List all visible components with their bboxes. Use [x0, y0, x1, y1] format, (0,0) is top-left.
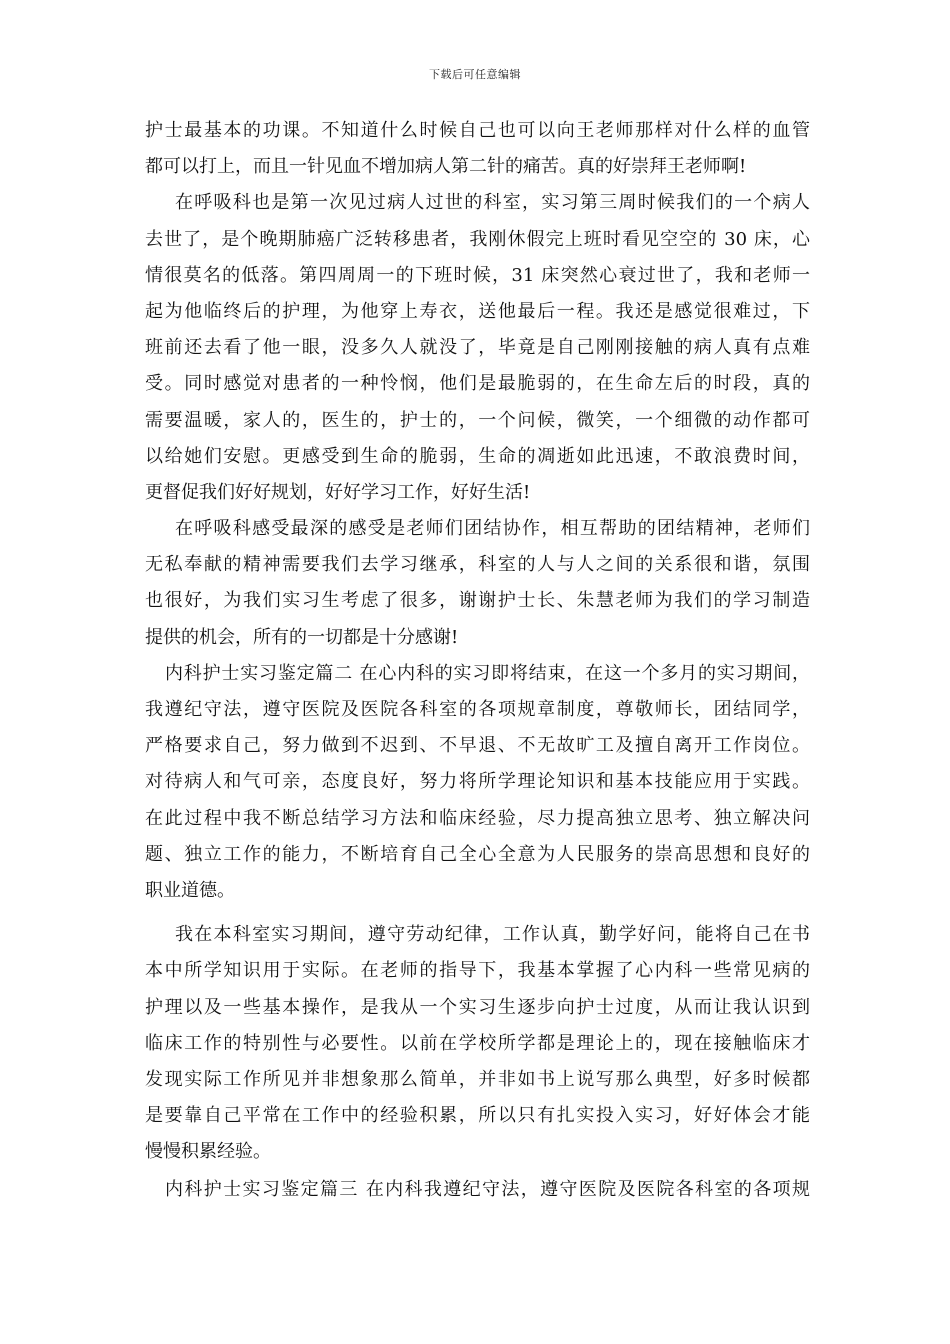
text-line: 也很好，为我们实习生考虑了很多，谢谢护士长、朱慧老师为我们的学习制造: [145, 590, 810, 612]
text-line: 临床工作的特别性与必要性。以前在学校所学都是理论上的，现在接触临床才: [145, 1032, 810, 1054]
document-body: [145, 113, 810, 1209]
text-line: 本中所学知识用于实际。在老师的指导下，我基本掌握了心内科一些常见病的: [145, 960, 810, 982]
text-line: 需要温暖，家人的，医生的，护士的，一个问候，微笑，一个细微的动作都可: [145, 409, 810, 431]
section-heading-line: 内科护士实习鉴定篇二 在心内科的实习即将结束，在这一个多月的实习期间，: [165, 662, 810, 684]
text-line: 去世了，是个晚期肺癌广泛转移患者，我刚休假完上班时看见空空的 30 床，心: [145, 228, 810, 250]
page-header: 下载后可任意编辑: [429, 68, 521, 81]
section-heading-line: 内科护士实习鉴定篇三 在内科我遵纪守法，遵守医院及医院各科室的各项规: [165, 1179, 810, 1201]
text-line: 起为他临终后的护理，为他穿上寿衣，送他最后一程。我还是感觉很难过，下: [145, 300, 810, 322]
text-line: 对待病人和气可亲，态度良好，努力将所学理论知识和基本技能应用于实践。: [145, 771, 810, 793]
text-line: 班前还去看了他一眼，没多久人就没了，毕竟是自己刚刚接触的病人真有点难: [145, 337, 810, 359]
text-line: 提供的机会，所有的一切都是十分感谢!: [145, 626, 459, 648]
text-line: 题、独立工作的能力，不断培育自己全心全意为人民服务的崇高思想和良好的: [145, 843, 810, 865]
text-line: 护士最基本的功课。不知道什么时候自己也可以向王老师那样对什么样的血管: [145, 120, 810, 141]
text-line: 严格要求自己，努力做到不迟到、不早退、不无故旷工及擅自离开工作岗位。: [145, 735, 810, 757]
text-line: 情很莫名的低落。第四周周一的下班时候，31 床突然心衰过世了，我和老师一: [145, 264, 810, 286]
text-line: 慢慢积累经验。: [145, 1141, 271, 1163]
text-line: 更督促我们好好规划，好好学习工作，好好生活!: [145, 481, 531, 503]
text-line: 发现实际工作所见并非想象那么简单，并非如书上说写那么典型，好多时候都: [145, 1068, 810, 1090]
text-line: 我遵纪守法，遵守医院及医院各科室的各项规章制度，尊敬师长，团结同学，: [145, 699, 810, 720]
text-line: 是要靠自己平常在工作中的经验积累，所以只有扎实投入实习，好好体会才能: [145, 1105, 810, 1127]
text-line: 职业道德。: [145, 879, 235, 901]
text-line: 以给她们安慰。更感受到生命的脆弱，生命的凋逝如此迅速，不敢浪费时间，: [145, 445, 810, 467]
text-line: 受。同时感觉对患者的一种怜悯，他们是最脆弱的，在生命左后的时段，真的: [145, 373, 810, 395]
text-line: 无私奉献的精神需要我们去学习继承，科室的人与人之间的关系很和谐，氛围: [145, 554, 810, 576]
text-line: 在呼吸科也是第一次见过病人过世的科室，实习第三周时候我们的一个病人: [175, 192, 810, 214]
text-line: 我在本科室实习期间，遵守劳动纪律，工作认真，勤学好问，能将自己在书: [175, 924, 810, 946]
text-line: 在此过程中我不断总结学习方法和临床经验，尽力提高独立思考、独立解决问: [145, 807, 810, 829]
text-line: 护理以及一些基本操作，是我从一个实习生逐步向护士过度，从而让我认识到: [145, 996, 810, 1018]
text-line: 都可以打上，而且一针见血不增加病人第二针的痛苦。真的好崇拜王老师啊!: [145, 156, 747, 178]
text-line: 在呼吸科感受最深的感受是老师们团结协作，相互帮助的团结精神，老师们: [175, 518, 810, 540]
